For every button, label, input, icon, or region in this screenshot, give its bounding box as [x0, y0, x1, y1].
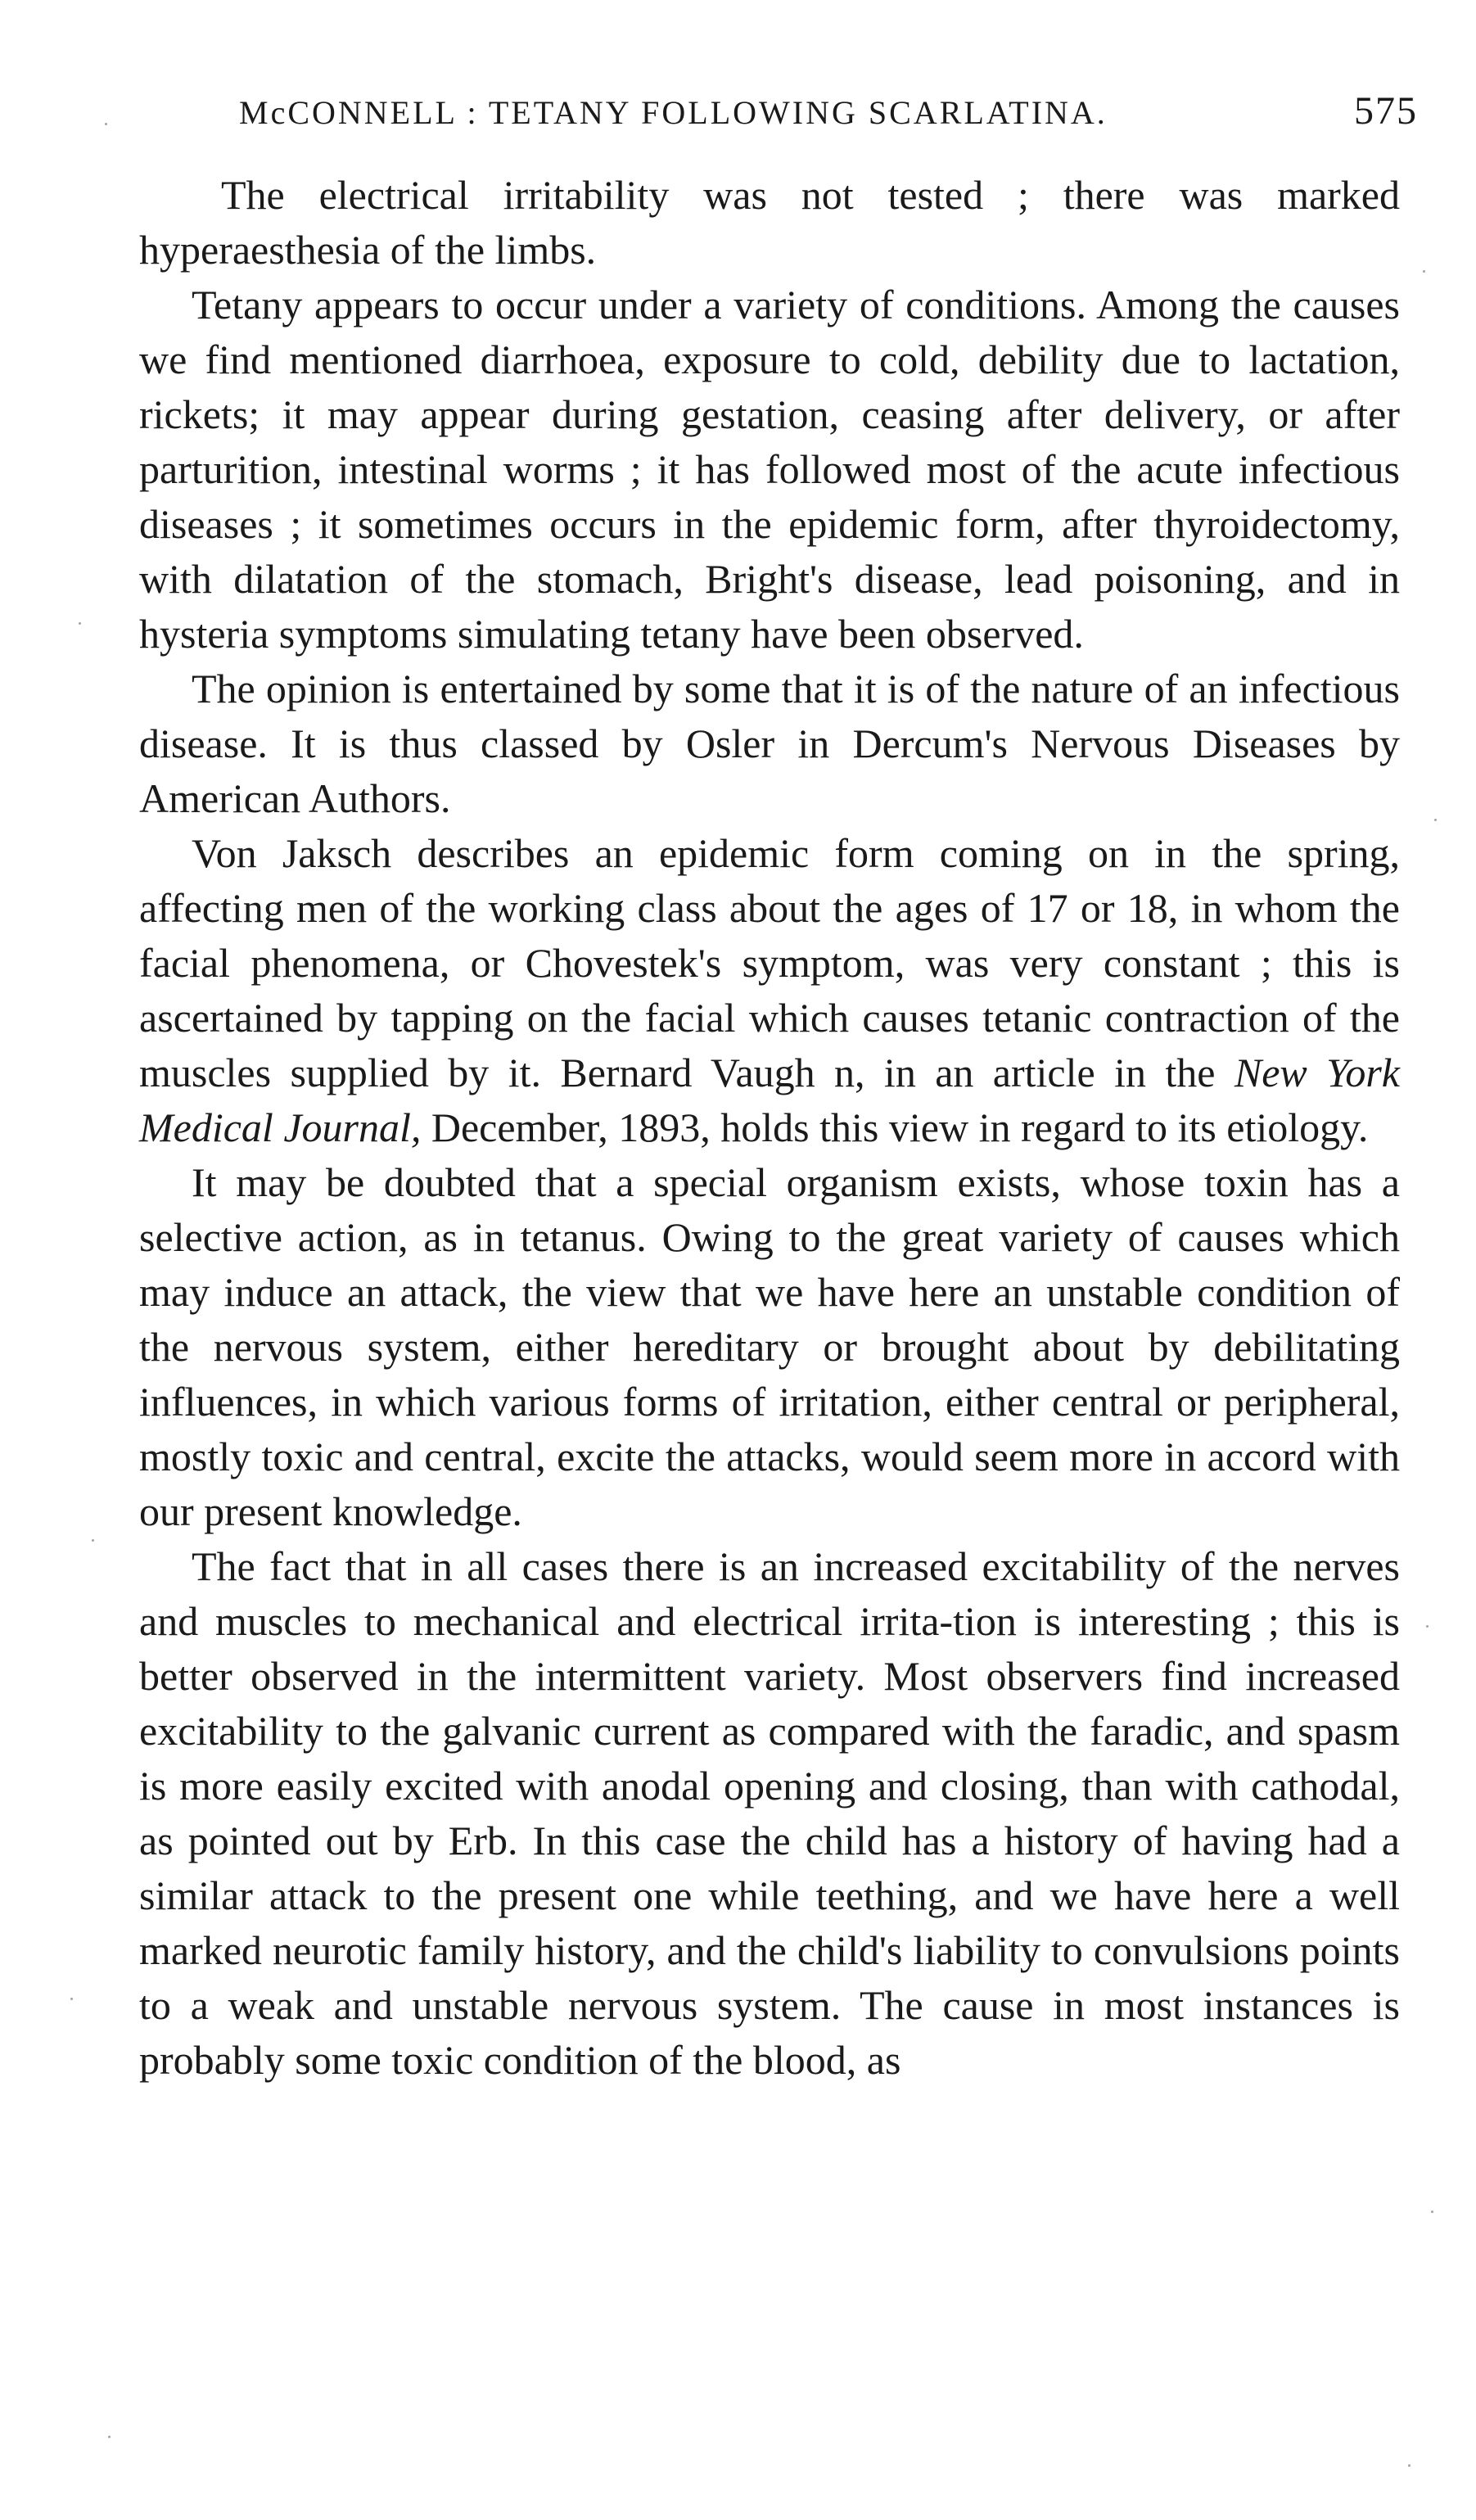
- paragraph-special-organism: It may be doubted that a special organism exists, whose toxin has a selective action, as in tetanus. Owing to the great variety of causes which may induce an attack, the view that we have here an unstable condition of the nervous system, either hereditary or brought about by debilitating influences, in which various forms of irritation, either central or peripheral, mostly toxic and central, excite the attacks, would seem more in accord with our present knowledge.: [139, 1159, 1400, 1534]
- page-number: 575: [1354, 89, 1418, 133]
- journal-title-italic: New York Medical Journal,: [139, 1050, 1400, 1150]
- running-head: [239, 88, 1418, 146]
- paragraph-excitability: The fact that in all cases there is an increased excitability of the nerves and muscles to mechanical and electrical irrita-tion is interesting ; this is better observed in the intermittent variety. Most observers find increased excitability to the galvanic current as compared with the faradic, and spasm is more easily excited with anodal opening and closing, than with cathodal, as pointed out by Erb. In this case the child has a history of having had a similar attack to the present one while teething, and we have here a well marked neurotic family history, and the child's liability to convulsions points to a weak and unstable nervous system. The cause in most instances is probably some toxic condition of the blood, as: [139, 1543, 1400, 2083]
- paragraph-limbs: The electrical irritability was not tested ; there was marked hyperaesthesia of the limbs.: [139, 172, 1400, 273]
- paragraph-conditions: Tetany appears to occur under a variety of conditions. Among the causes we find mentioned diarrhoea, exposure to cold, debility due to lactation, rickets; it may appear during gestation, ceasing after delivery, or after parturition, intestinal worms ; it has followed most of the acute infectious diseases ; it sometimes occurs in the epidemic form, after thyroidectomy, with dilatation of the stomach, Bright's disease, lead poisoning, and in hysteria symptoms simulating tetany have been observed.: [139, 282, 1400, 657]
- running-title: McCONNELL : TETANY FOLLOWING SCARLATINA.: [239, 94, 1108, 131]
- body-text: [139, 168, 1400, 2088]
- paragraph-von-jaksch-text: Von Jaksch describes an epidemic form coming on in the spring, affecting men of the working class about the ages of 17 or 18, in whom the facial phenomena, or Chovestek's symptom, was very constant ; this is ascertained by tapping on the facial which causes tetanic contraction of the muscles supplied by it. Bernard Vaugh n, in an article in the: [139, 830, 1400, 1095]
- paragraph-infectious-opinion: The opinion is entertained by some that it is of the nature of an infectious disease. It is thus classed by Osler in Dercum's Nervous Diseases by American Authors.: [139, 666, 1400, 821]
- paragraph-von-jaksch-tail: December, 1893, holds this view in regard to its etiology.: [421, 1104, 1369, 1150]
- paragraph-von-jaksch: [139, 826, 1400, 1155]
